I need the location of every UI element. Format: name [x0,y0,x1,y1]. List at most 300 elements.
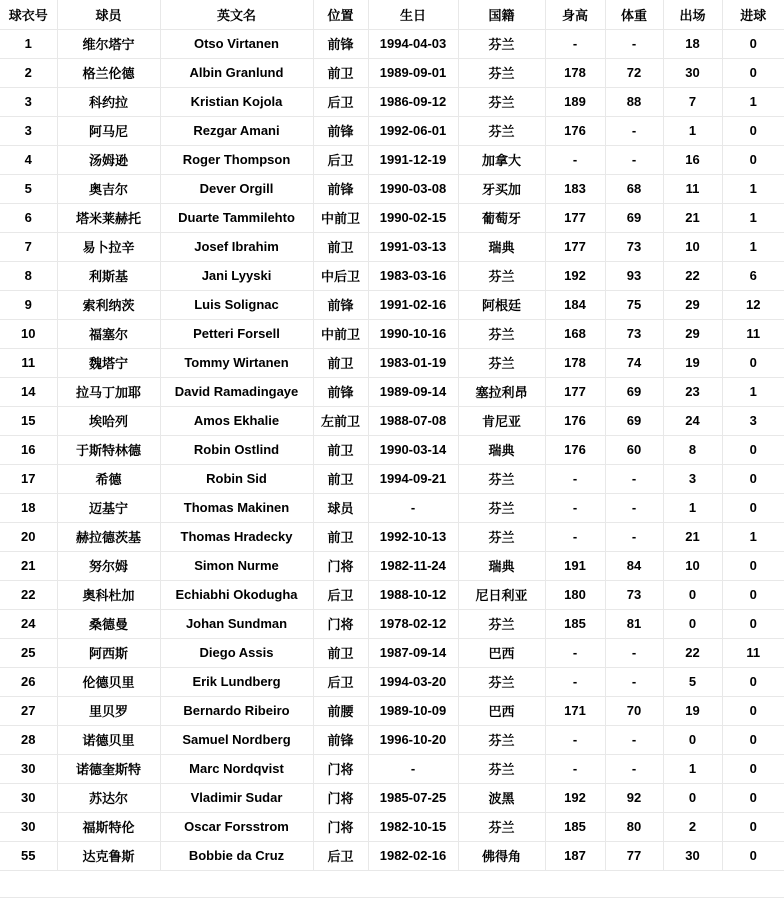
cell-height: 176 [545,116,605,145]
cell-player-name-en: Otso Virtanen [160,29,313,58]
cell-height: 185 [545,609,605,638]
cell-player-name-cn: 利斯基 [57,261,160,290]
cell-jersey-number: 14 [0,377,57,406]
cell-height: 191 [545,551,605,580]
cell-player-name-en: Erik Lundberg [160,667,313,696]
cell-height: 176 [545,406,605,435]
cell-player-name-en: Josef Ibrahim [160,232,313,261]
cell-birthday: 1985-07-25 [368,783,458,812]
cell-height: - [545,522,605,551]
cell-weight: 84 [605,551,663,580]
cell-jersey-number: 7 [0,232,57,261]
cell-player-name-cn: 达克鲁斯 [57,841,160,870]
cell-appearances: 19 [663,348,722,377]
cell-weight: 81 [605,609,663,638]
cell-jersey-number: 1 [0,29,57,58]
cell-birthday: 1992-10-13 [368,522,458,551]
cell-weight: 72 [605,58,663,87]
cell-nationality: 芬兰 [458,464,545,493]
cell-position: 后卫 [313,87,368,116]
cell-goals: 0 [722,464,784,493]
cell-player-name-en: Duarte Tammilehto [160,203,313,232]
cell-player-name-cn: 赫拉德茨基 [57,522,160,551]
cell-nationality: 牙买加 [458,174,545,203]
column-header-jersey-number: 球衣号 [0,0,57,29]
cell-position: 中前卫 [313,319,368,348]
cell-goals: 1 [722,174,784,203]
cell-player-name-en: Bobbie da Cruz [160,841,313,870]
table-row [0,609,784,638]
cell-goals: 6 [722,261,784,290]
cell-appearances: 29 [663,290,722,319]
cell-player-name-en: Petteri Forsell [160,319,313,348]
cell-jersey-number: 8 [0,261,57,290]
cell-nationality: 瑞典 [458,551,545,580]
cell-goals: 0 [722,841,784,870]
cell-nationality: 巴西 [458,638,545,667]
footer-cell [0,870,784,897]
cell-nationality: 肯尼亚 [458,406,545,435]
cell-birthday: 1987-09-14 [368,638,458,667]
table-row [0,812,784,841]
cell-height: 168 [545,319,605,348]
table-row [0,783,784,812]
cell-nationality: 瑞典 [458,232,545,261]
cell-nationality: 芬兰 [458,754,545,783]
cell-player-name-en: Albin Granlund [160,58,313,87]
cell-appearances: 30 [663,841,722,870]
cell-appearances: 16 [663,145,722,174]
cell-height: - [545,145,605,174]
cell-nationality: 阿根廷 [458,290,545,319]
cell-birthday: 1990-03-08 [368,174,458,203]
cell-player-name-cn: 迈基宁 [57,493,160,522]
cell-height: 177 [545,377,605,406]
cell-player-name-cn: 福斯特伦 [57,812,160,841]
cell-birthday: - [368,754,458,783]
cell-nationality: 芬兰 [458,87,545,116]
cell-height: - [545,725,605,754]
cell-appearances: 2 [663,812,722,841]
table-row [0,319,784,348]
cell-appearances: 1 [663,116,722,145]
column-header-appearances: 出场 [663,0,722,29]
cell-weight: - [605,725,663,754]
table-row [0,464,784,493]
cell-appearances: 0 [663,609,722,638]
cell-goals: 12 [722,290,784,319]
cell-nationality: 芬兰 [458,29,545,58]
cell-nationality: 葡萄牙 [458,203,545,232]
cell-player-name-en: Diego Assis [160,638,313,667]
cell-height: 171 [545,696,605,725]
cell-weight: - [605,638,663,667]
table-row [0,725,784,754]
header-row [0,0,784,29]
cell-appearances: 29 [663,319,722,348]
cell-goals: 0 [722,696,784,725]
cell-birthday: 1991-02-16 [368,290,458,319]
cell-nationality: 芬兰 [458,261,545,290]
cell-height: - [545,754,605,783]
cell-weight: 60 [605,435,663,464]
cell-nationality: 巴西 [458,696,545,725]
cell-birthday: 1988-07-08 [368,406,458,435]
cell-position: 前卫 [313,638,368,667]
cell-player-name-en: Echiabhi Okodugha [160,580,313,609]
cell-jersey-number: 15 [0,406,57,435]
cell-height: 180 [545,580,605,609]
cell-jersey-number: 20 [0,522,57,551]
cell-goals: 0 [722,348,784,377]
table-row [0,290,784,319]
cell-weight: - [605,464,663,493]
cell-position: 前卫 [313,58,368,87]
footer-row [0,870,784,897]
cell-position: 前锋 [313,174,368,203]
cell-height: 177 [545,203,605,232]
cell-player-name-en: Amos Ekhalie [160,406,313,435]
table-row [0,116,784,145]
cell-weight: 73 [605,319,663,348]
cell-nationality: 芬兰 [458,493,545,522]
cell-weight: - [605,29,663,58]
cell-nationality: 佛得角 [458,841,545,870]
cell-player-name-cn: 索利纳茨 [57,290,160,319]
cell-birthday: 1989-09-01 [368,58,458,87]
cell-birthday: 1988-10-12 [368,580,458,609]
cell-nationality: 芬兰 [458,319,545,348]
cell-position: 前卫 [313,348,368,377]
cell-birthday: 1989-10-09 [368,696,458,725]
table-row [0,493,784,522]
cell-nationality: 芬兰 [458,812,545,841]
cell-player-name-en: Rezgar Amani [160,116,313,145]
cell-weight: 69 [605,377,663,406]
cell-birthday: 1978-02-12 [368,609,458,638]
cell-jersey-number: 25 [0,638,57,667]
cell-player-name-en: Johan Sundman [160,609,313,638]
cell-player-name-cn: 易卜拉辛 [57,232,160,261]
cell-appearances: 3 [663,464,722,493]
cell-weight: - [605,493,663,522]
cell-birthday: 1990-10-16 [368,319,458,348]
cell-birthday: 1983-03-16 [368,261,458,290]
cell-goals: 11 [722,319,784,348]
table-row [0,29,784,58]
table-row [0,696,784,725]
cell-goals: 0 [722,609,784,638]
cell-player-name-en: Thomas Hradecky [160,522,313,551]
cell-position: 前卫 [313,232,368,261]
cell-birthday: 1994-03-20 [368,667,458,696]
cell-birthday: 1994-09-21 [368,464,458,493]
cell-appearances: 18 [663,29,722,58]
cell-goals: 3 [722,406,784,435]
cell-weight: 73 [605,580,663,609]
cell-position: 前锋 [313,290,368,319]
cell-weight: - [605,667,663,696]
cell-player-name-cn: 桑德曼 [57,609,160,638]
cell-birthday: 1991-03-13 [368,232,458,261]
cell-jersey-number: 21 [0,551,57,580]
cell-weight: 73 [605,232,663,261]
table-row [0,841,784,870]
column-header-nationality: 国籍 [458,0,545,29]
cell-appearances: 0 [663,783,722,812]
cell-player-name-cn: 拉马丁加耶 [57,377,160,406]
cell-weight: 68 [605,174,663,203]
cell-player-name-cn: 魏塔宁 [57,348,160,377]
cell-goals: 1 [722,377,784,406]
cell-position: 前锋 [313,29,368,58]
cell-position: 前卫 [313,464,368,493]
cell-weight: 74 [605,348,663,377]
cell-jersey-number: 55 [0,841,57,870]
cell-position: 后卫 [313,580,368,609]
cell-goals: 0 [722,435,784,464]
cell-height: - [545,29,605,58]
cell-height: 192 [545,783,605,812]
cell-nationality: 加拿大 [458,145,545,174]
table-row [0,58,784,87]
cell-birthday: 1982-02-16 [368,841,458,870]
cell-weight: 75 [605,290,663,319]
cell-weight: 80 [605,812,663,841]
table-row [0,551,784,580]
cell-position: 后卫 [313,667,368,696]
cell-birthday: 1983-01-19 [368,348,458,377]
cell-appearances: 23 [663,377,722,406]
cell-jersey-number: 4 [0,145,57,174]
cell-player-name-cn: 奥吉尔 [57,174,160,203]
cell-height: 178 [545,58,605,87]
cell-player-name-cn: 希德 [57,464,160,493]
cell-goals: 0 [722,580,784,609]
cell-player-name-cn: 格兰伦德 [57,58,160,87]
cell-height: 184 [545,290,605,319]
cell-jersey-number: 9 [0,290,57,319]
cell-position: 球员 [313,493,368,522]
cell-height: - [545,464,605,493]
cell-nationality: 尼日利亚 [458,580,545,609]
cell-height: - [545,493,605,522]
cell-nationality: 芬兰 [458,725,545,754]
cell-nationality: 波黑 [458,783,545,812]
cell-nationality: 芬兰 [458,522,545,551]
cell-jersey-number: 27 [0,696,57,725]
cell-position: 后卫 [313,145,368,174]
cell-weight: 69 [605,406,663,435]
cell-position: 中后卫 [313,261,368,290]
cell-player-name-en: Tommy Wirtanen [160,348,313,377]
cell-position: 前锋 [313,377,368,406]
cell-appearances: 21 [663,203,722,232]
cell-nationality: 芬兰 [458,667,545,696]
cell-height: - [545,667,605,696]
table-row [0,174,784,203]
cell-appearances: 22 [663,261,722,290]
cell-position: 中前卫 [313,203,368,232]
cell-player-name-en: Thomas Makinen [160,493,313,522]
cell-player-name-cn: 伦德贝里 [57,667,160,696]
table-row [0,377,784,406]
table-row [0,232,784,261]
cell-goals: 1 [722,232,784,261]
cell-player-name-en: Robin Ostlind [160,435,313,464]
cell-appearances: 1 [663,754,722,783]
cell-birthday: 1994-04-03 [368,29,458,58]
cell-jersey-number: 22 [0,580,57,609]
cell-height: 185 [545,812,605,841]
cell-player-name-cn: 汤姆逊 [57,145,160,174]
cell-player-name-en: Robin Sid [160,464,313,493]
cell-height: 176 [545,435,605,464]
table-row [0,435,784,464]
cell-weight: 93 [605,261,663,290]
cell-birthday: 1982-10-15 [368,812,458,841]
cell-player-name-cn: 维尔塔宁 [57,29,160,58]
cell-jersey-number: 3 [0,87,57,116]
cell-player-name-cn: 于斯特林德 [57,435,160,464]
cell-position: 门将 [313,609,368,638]
cell-goals: 0 [722,58,784,87]
table-row [0,667,784,696]
cell-appearances: 30 [663,58,722,87]
cell-player-name-cn: 奥科杜加 [57,580,160,609]
table-row [0,145,784,174]
cell-jersey-number: 2 [0,58,57,87]
cell-goals: 0 [722,667,784,696]
cell-birthday: 1990-03-14 [368,435,458,464]
cell-goals: 0 [722,551,784,580]
cell-player-name-en: Simon Nurme [160,551,313,580]
cell-player-name-en: Roger Thompson [160,145,313,174]
cell-goals: 1 [722,87,784,116]
cell-player-name-en: Dever Orgill [160,174,313,203]
cell-height: 187 [545,841,605,870]
cell-player-name-en: Marc Nordqvist [160,754,313,783]
cell-goals: 0 [722,783,784,812]
table-row [0,754,784,783]
cell-birthday: 1986-09-12 [368,87,458,116]
column-header-birthday: 生日 [368,0,458,29]
cell-birthday: 1989-09-14 [368,377,458,406]
cell-weight: 77 [605,841,663,870]
column-header-player-name-cn: 球员 [57,0,160,29]
cell-weight: - [605,116,663,145]
cell-player-name-cn: 努尔姆 [57,551,160,580]
cell-appearances: 5 [663,667,722,696]
cell-appearances: 24 [663,406,722,435]
cell-position: 前锋 [313,725,368,754]
cell-jersey-number: 10 [0,319,57,348]
table-row [0,261,784,290]
cell-height: 178 [545,348,605,377]
cell-goals: 0 [722,493,784,522]
cell-position: 前锋 [313,116,368,145]
table-row [0,522,784,551]
cell-weight: - [605,754,663,783]
cell-goals: 0 [722,145,784,174]
cell-birthday: 1991-12-19 [368,145,458,174]
column-header-player-name-en: 英文名 [160,0,313,29]
cell-position: 门将 [313,812,368,841]
cell-player-name-cn: 诺德奎斯特 [57,754,160,783]
cell-position: 前卫 [313,522,368,551]
cell-goals: 0 [722,116,784,145]
cell-weight: 88 [605,87,663,116]
cell-goals: 0 [722,754,784,783]
cell-position: 前卫 [313,435,368,464]
cell-height: - [545,638,605,667]
cell-nationality: 芬兰 [458,348,545,377]
cell-player-name-en: Kristian Kojola [160,87,313,116]
column-header-height: 身高 [545,0,605,29]
cell-player-name-cn: 福塞尔 [57,319,160,348]
cell-position: 后卫 [313,841,368,870]
cell-weight: 70 [605,696,663,725]
cell-jersey-number: 18 [0,493,57,522]
cell-jersey-number: 6 [0,203,57,232]
cell-player-name-cn: 苏达尔 [57,783,160,812]
cell-height: 189 [545,87,605,116]
table-row [0,87,784,116]
cell-appearances: 0 [663,580,722,609]
cell-player-name-en: Samuel Nordberg [160,725,313,754]
cell-jersey-number: 24 [0,609,57,638]
cell-jersey-number: 16 [0,435,57,464]
cell-goals: 0 [722,725,784,754]
cell-birthday: 1990-02-15 [368,203,458,232]
cell-nationality: 芬兰 [458,116,545,145]
cell-player-name-cn: 阿马尼 [57,116,160,145]
cell-appearances: 22 [663,638,722,667]
table-row [0,406,784,435]
cell-goals: 1 [722,203,784,232]
cell-appearances: 0 [663,725,722,754]
cell-weight: 92 [605,783,663,812]
cell-position: 门将 [313,783,368,812]
cell-goals: 0 [722,812,784,841]
cell-nationality: 芬兰 [458,609,545,638]
cell-height: 183 [545,174,605,203]
cell-jersey-number: 30 [0,754,57,783]
column-header-position: 位置 [313,0,368,29]
table-row [0,638,784,667]
cell-jersey-number: 30 [0,812,57,841]
cell-player-name-cn: 埃哈列 [57,406,160,435]
cell-appearances: 10 [663,551,722,580]
column-header-goals: 进球 [722,0,784,29]
cell-birthday: 1982-11-24 [368,551,458,580]
cell-jersey-number: 17 [0,464,57,493]
cell-appearances: 11 [663,174,722,203]
cell-nationality: 瑞典 [458,435,545,464]
table-row [0,580,784,609]
cell-nationality: 塞拉利昂 [458,377,545,406]
cell-birthday: 1992-06-01 [368,116,458,145]
column-header-weight: 体重 [605,0,663,29]
cell-player-name-en: Luis Solignac [160,290,313,319]
cell-player-name-en: Jani Lyyski [160,261,313,290]
cell-goals: 11 [722,638,784,667]
cell-player-name-cn: 诺德贝里 [57,725,160,754]
cell-jersey-number: 3 [0,116,57,145]
cell-weight: 69 [605,203,663,232]
cell-weight: - [605,145,663,174]
cell-player-name-cn: 里贝罗 [57,696,160,725]
